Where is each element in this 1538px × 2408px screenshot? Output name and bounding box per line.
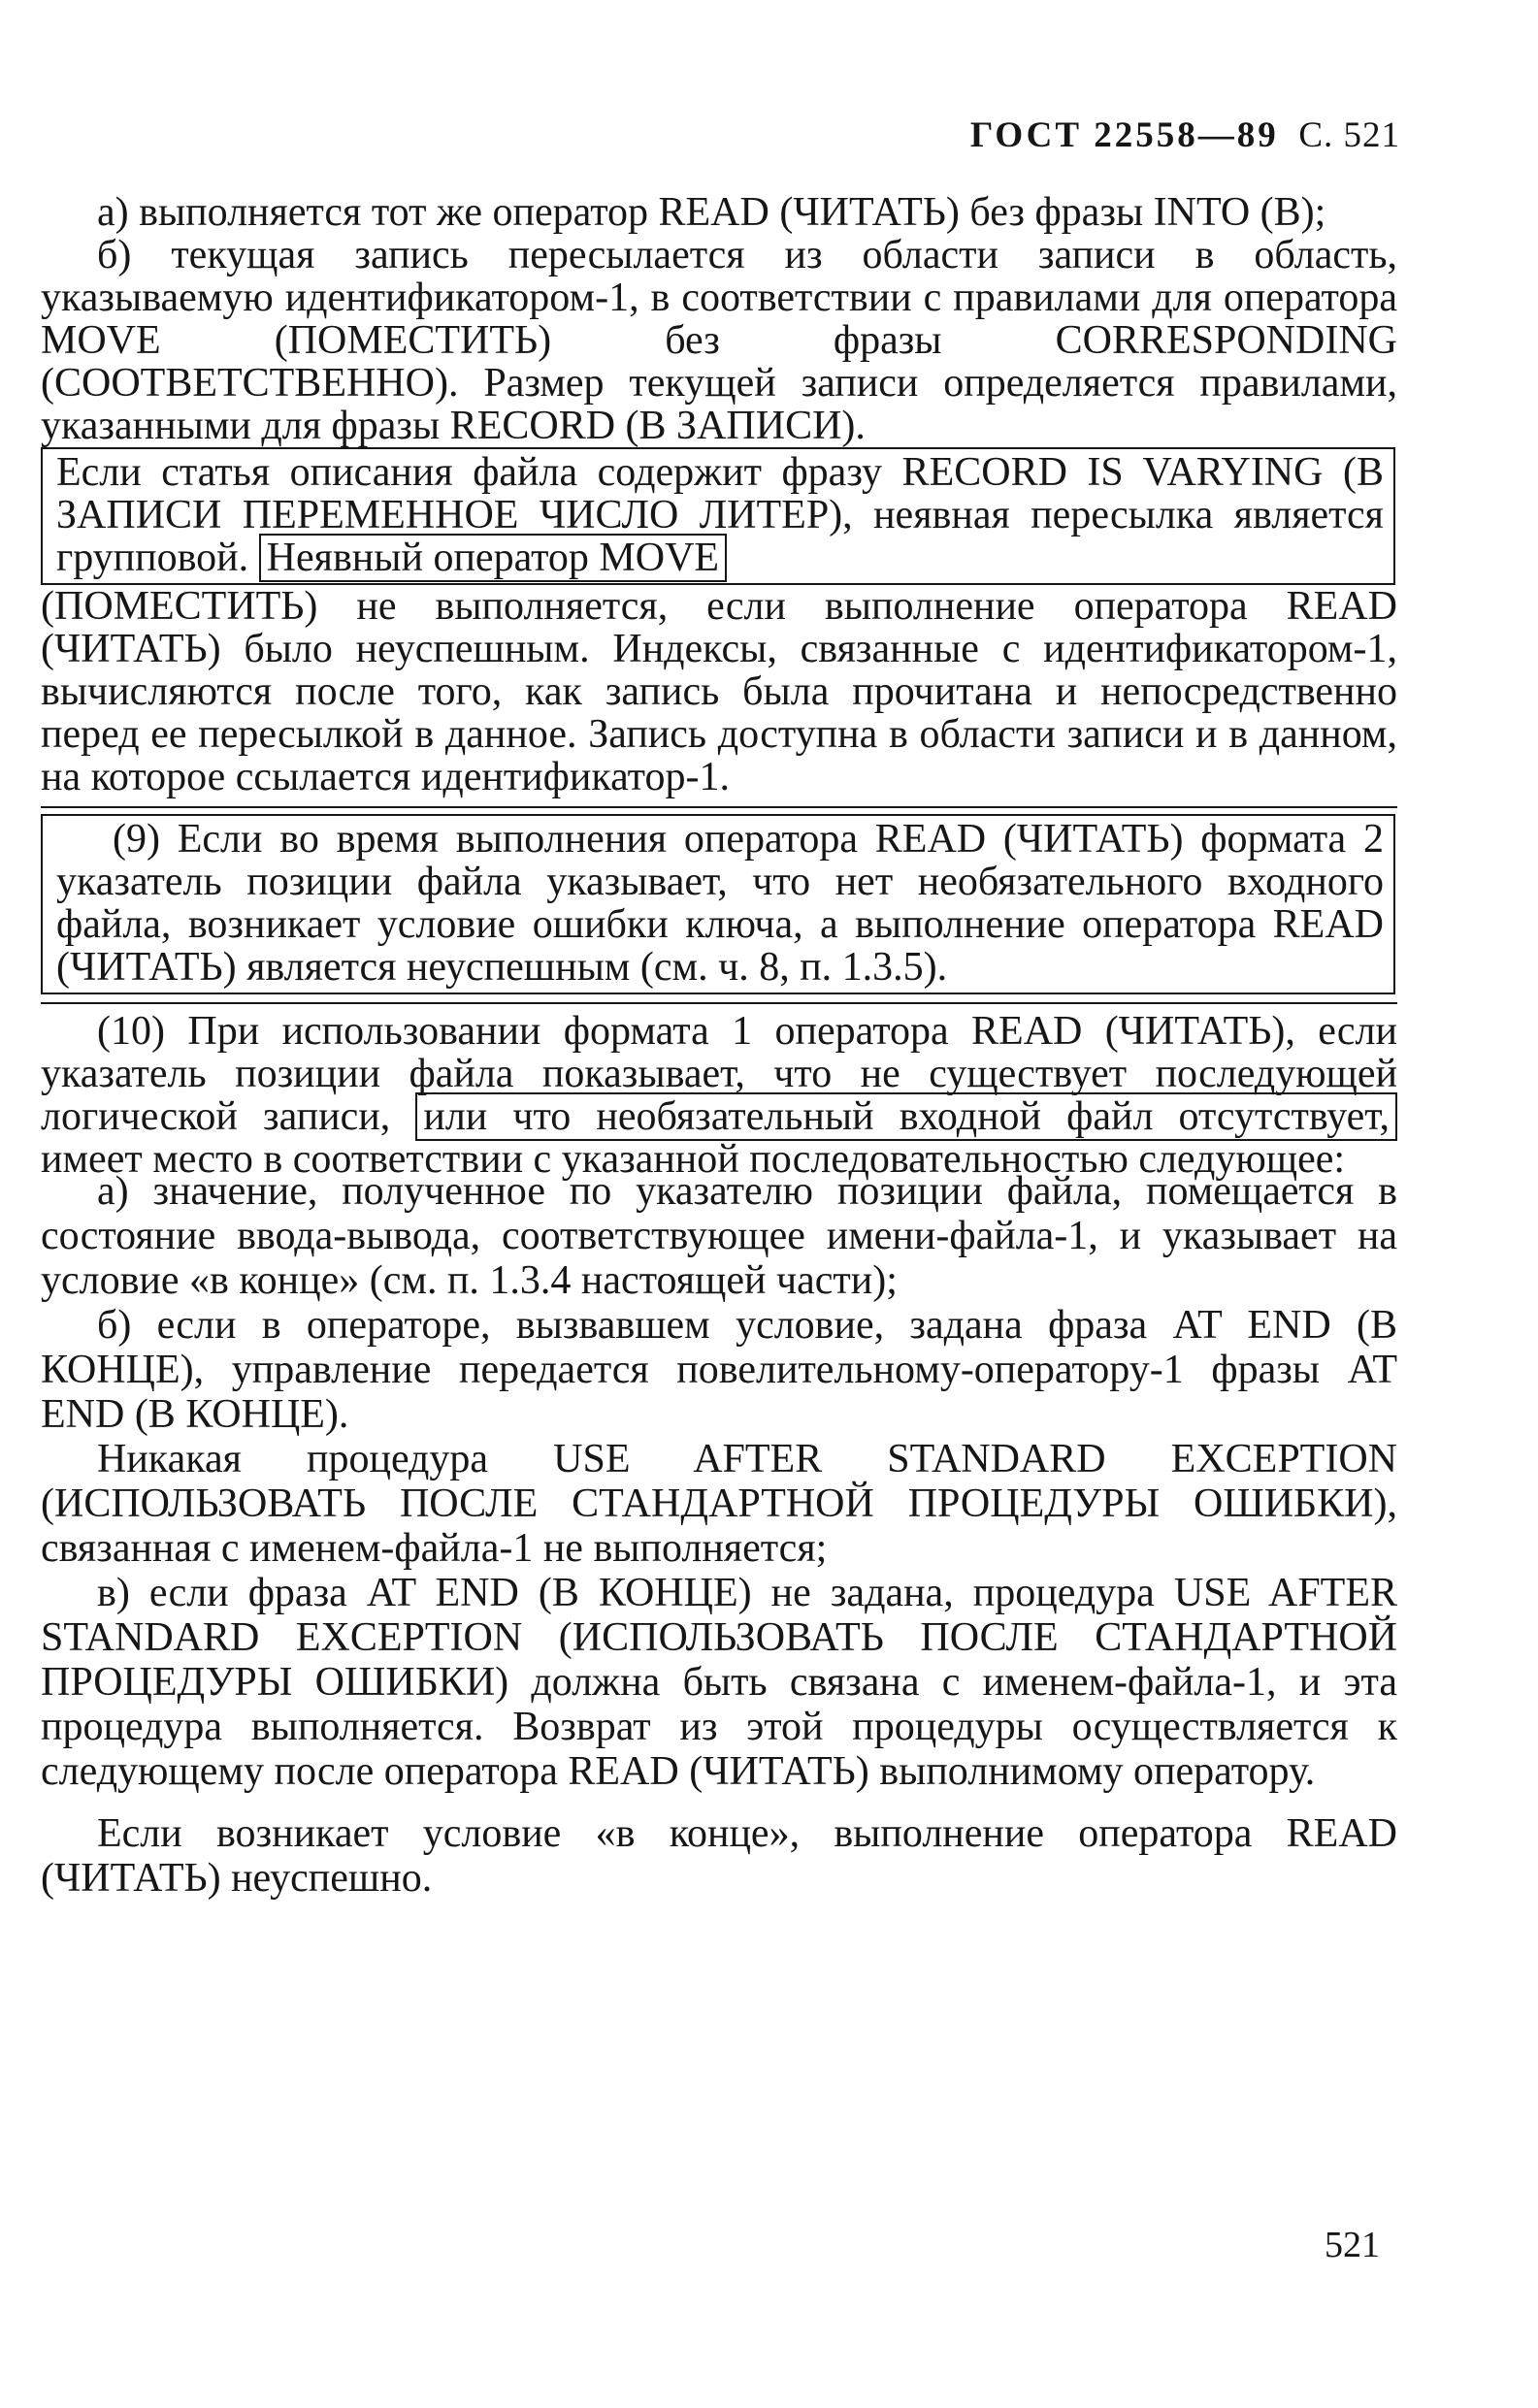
gost-number: ГОСТ 22558—89	[969, 115, 1279, 155]
final-note: Если возникает условие «в конце», выполнение оператора READ (ЧИТАТЬ) неуспешно.	[41, 1811, 1397, 1901]
box-varying-tail: Неявный оператор MOVE	[259, 534, 727, 582]
continuation-move-paragraph: (ПОМЕСТИТЬ) не выполняется, если выполнение оператора READ (ЧИТАТЬ) было неуспешным. Индексы, связанные с идентификатором-1, вычисляются после того, как запись была прочитана и непосредственно перед ее пересылкой в данное. Запись доступна в области записи и в данном, на которое ссылается идентификатор-1.	[41, 584, 1397, 799]
item-v-no-at-end: в) если фраза AT END (В КОНЦЕ) не задана, процедура USE AFTER STANDARD EXCEPTION (ИСПОЛЬЗОВАТЬ ПОСЛЕ СТАНДАРТНОЙ ПРОЦЕДУРЫ ОШИБКИ) должна быть связана с именем-файла-1, и эта процедура выполняется. Возврат из этой процедуры осуществляется к следующему после оператора READ (ЧИТАТЬ) выполнимому оператору.	[41, 1571, 1398, 1794]
item-10-boxed-phrase: или что необязательный входной файл отсутствует,	[415, 1092, 1397, 1141]
highlight-box-varying	[41, 447, 1395, 585]
running-header	[970, 114, 1400, 156]
text-block-lower	[41, 1169, 1397, 1901]
item-a-io-status: а) значение, полученное по указателю позиции файла, помещается в состояние ввода-вывода, соответствующее имени-файла-1, и указывает на условие «в конце» (см. п. 1.3.4 настоящей части);	[41, 1169, 1397, 1303]
box-format2-text: (9) Если во время выполнения оператора READ (ЧИТАТЬ) формата 2 указатель позиции файла указывает, что нет необязательного входного файла, возникает условие ошибки ключа, а выполнение оператора READ (ЧИТАТЬ) является неуспешным (см. ч. 8, п. 1.3.5).	[56, 817, 1384, 990]
use-procedure-note: Никакая процедура USE AFTER STANDARD EXCEPTION (ИСПОЛЬЗОВАТЬ ПОСЛЕ СТАНДАРТНОЙ ПРОЦЕДУРЫ ОШИБКИ), связанная с именем-файла-1 не выполняется;	[41, 1437, 1397, 1571]
item-b-move-record: б) текущая запись пересылается из области записи в область, указываемую идентификатором-1, в соответствии с правилами для оператора MOVE (ПОМЕСТИТЬ) без фразы CORRESPONDING (СООТВЕТСТВЕННО). Размер текущей записи определяется правилами, указанными для фразы RECORD (В ЗАПИСИ).	[41, 233, 1397, 448]
text-block-upper	[41, 191, 1397, 1181]
box-varying-text: Если статья описания файла содержит фразу RECORD IS VARYING (В ЗАПИСИ ПЕРЕМЕННОЕ ЧИСЛО ЛИТЕР), неявная пересылка является групповой. Неявный оператор MOVE	[56, 450, 1384, 580]
item-b-at-end: б) если в операторе, вызвавшем условие, задана фраза AT END (В КОНЦЕ), управление передается повелительному-оператору-1 фразы AT END (В КОНЦЕ).	[41, 1303, 1397, 1437]
divider-line	[41, 1002, 1397, 1004]
page-number: 521	[1325, 2225, 1380, 2265]
item-a-repeat-read: а) выполняется тот же оператор READ (ЧИТАТЬ) без фразы INTO (В);	[97, 190, 1326, 235]
highlight-box-format2	[41, 814, 1395, 994]
divider-line	[41, 806, 1397, 808]
header-page-ref: С. 521	[1298, 115, 1400, 155]
item-10-paragraph: (10) При использовании формата 1 оператора READ (ЧИТАТЬ), если указатель позиции файла показывает, что не существует последующей логической записи, или что необязательный входной файл отсутствует, имеет место в соответствии с указанной последовательностью следующее:	[41, 1009, 1397, 1182]
